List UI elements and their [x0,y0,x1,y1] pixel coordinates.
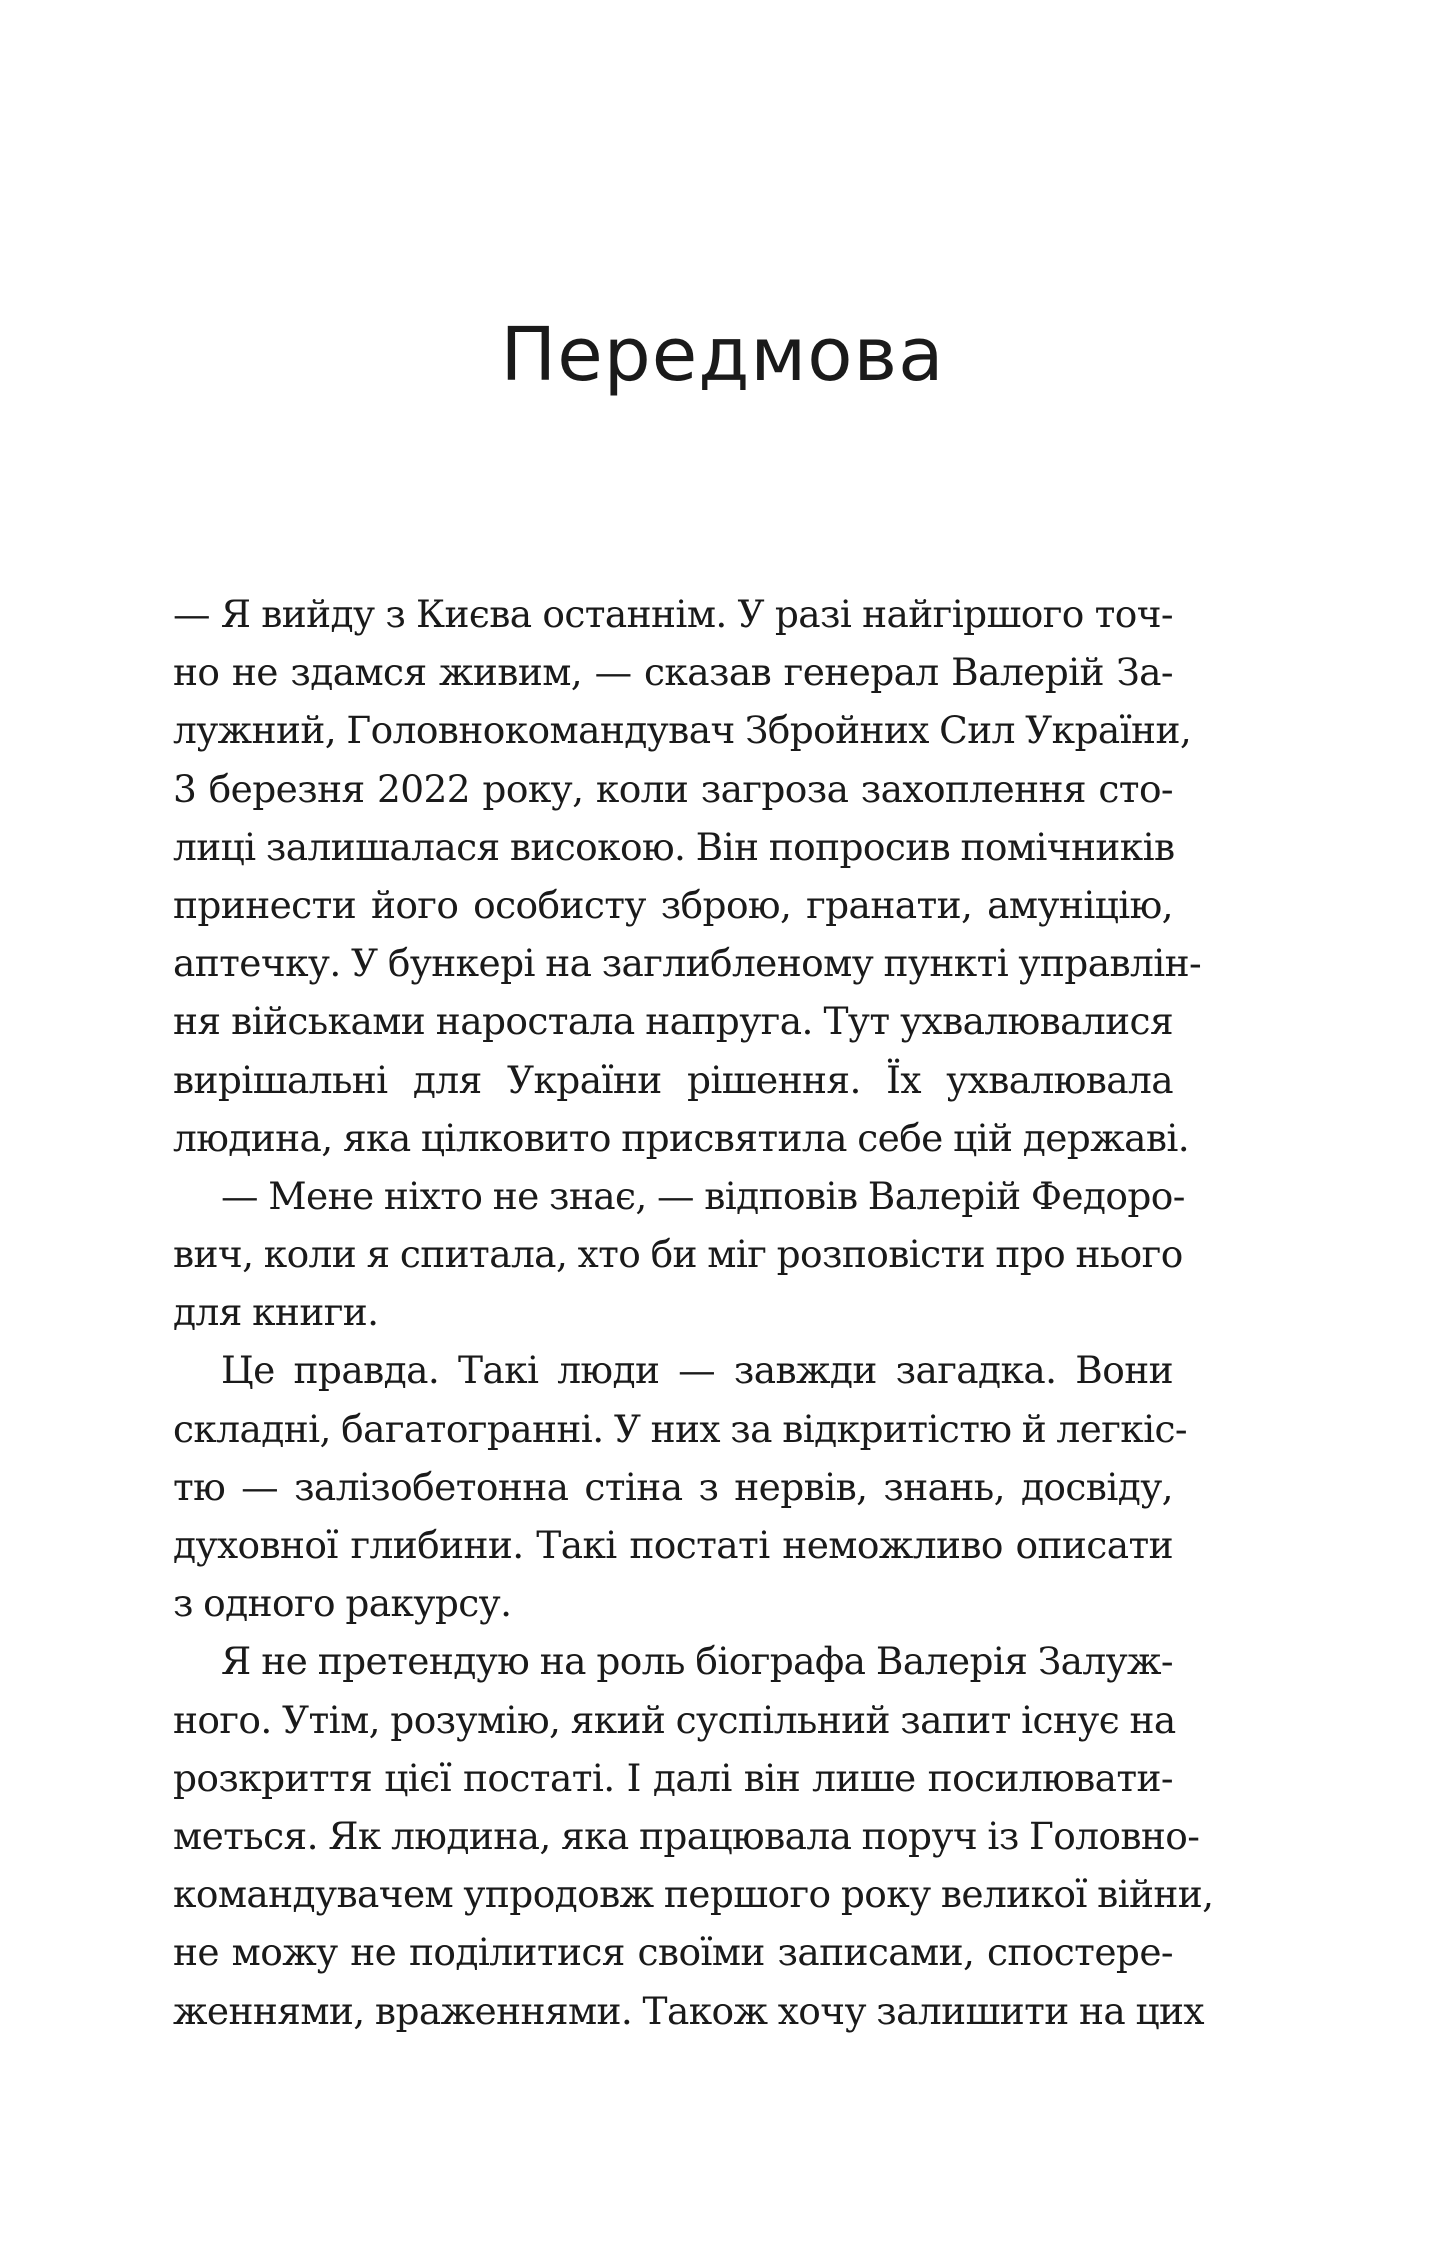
text-line: духовної глибини. Такі постаті неможливо описати [173,1523,1173,1567]
text-line: складні, багатогранні. У них за відкритістю й легкіс- [173,1406,1188,1451]
text-line: ного. Утім, розумію, який суспільний запит існує на [173,1697,1176,1742]
text-line: людина, яка цілковито присвятила себе цій державі. [173,1115,1190,1160]
text-line: вирішальні для України рішення. Їх ухвалювала [173,1057,1173,1102]
body-text [173,585,1214,2040]
text-line: Я не претендую на роль біографа Валерія Залуж- [221,1639,1173,1684]
text-line: для книги. [173,1290,379,1335]
text-line: Це правда. Такі люди — завжди загадка. Вони [221,1348,1173,1393]
text-line: меться. Як людина, яка працювала поруч із Головно- [173,1813,1200,1858]
text-line: тю — залізобетонна стіна з нервів, знань, досвіду, [173,1464,1173,1509]
text-line: ня військами наростала напруга. Тут ухвалювалися [173,999,1173,1044]
text-line: но не здамся живим, — сказав генерал Валерій За- [173,650,1173,695]
text-line: лиці залишалася високою. Він попросив помічників [173,824,1175,869]
text-line: командувачем упродовж першого року великої війни, [173,1872,1214,1917]
text-line: женнями, враженнями. Також хочу залишити на цих [173,1988,1204,2033]
text-line: 3 березня 2022 року, коли загроза захоплення сто- [173,766,1173,811]
text-line: не можу не поділитися своїми записами, спостере- [173,1930,1173,1975]
text-line: вич, коли я спитала, хто би міг розповісти про нього [173,1232,1183,1277]
text-line: — Я вийду з Києва останнім. У разі найгіршого точ- [173,592,1173,636]
text-line: аптечку. У бункері на заглибленому пункті управлін- [173,941,1202,986]
text-line: з одного ракурсу. [173,1581,512,1626]
text-line: принести його особисту зброю, гранати, амуніцію, [173,882,1173,927]
text-line: — Мене ніхто не знає, — відповів Валерій Федоро- [221,1173,1185,1218]
text-line: лужний, Головнокомандувач Збройних Сил України, [173,708,1192,753]
text-line: розкриття цієї постаті. І далі він лише посилювати- [173,1755,1173,1800]
chapter-title: Передмова [500,312,945,398]
